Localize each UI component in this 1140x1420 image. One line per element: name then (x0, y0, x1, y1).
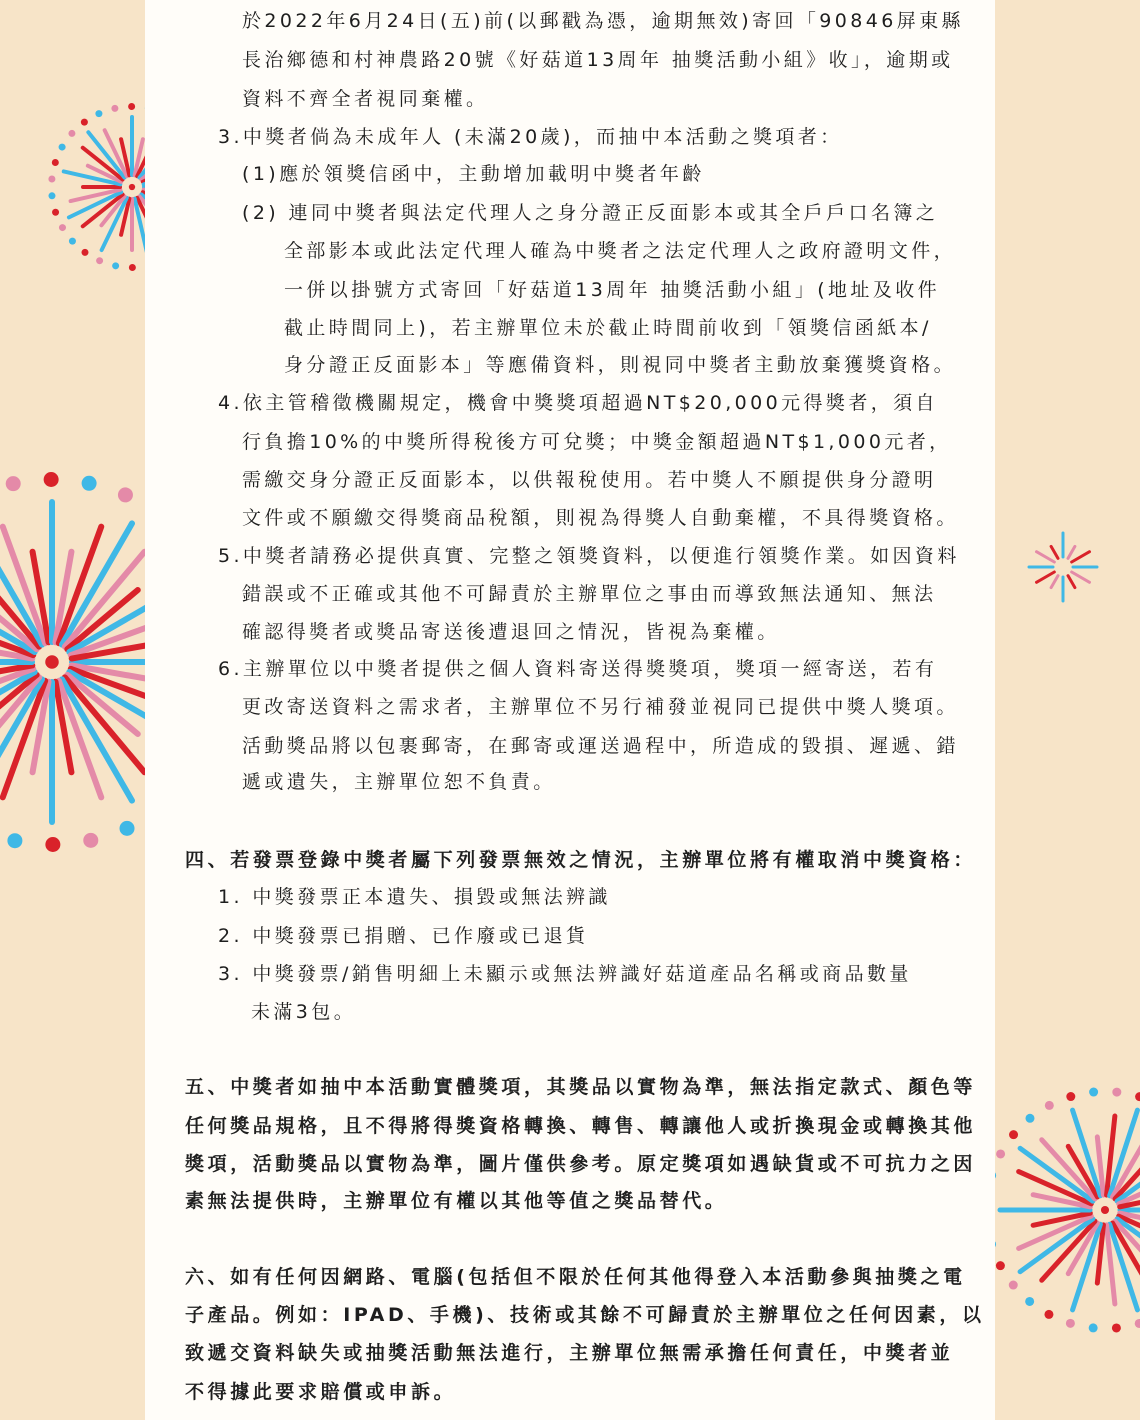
firework-dot (83, 833, 98, 848)
firework-dot (48, 192, 55, 199)
item-4-line: 需繳交身分證正反面影本，以供報稅使用。若中獎人不願提供身分證明 (242, 469, 937, 491)
firework-bottom-right-decoration (995, 1060, 1140, 1380)
firework-ray (1036, 552, 1054, 562)
firework-dot (996, 1149, 1005, 1158)
item-3-subitem-1: (1)應於領獎信函中，主動增加載明中獎者年齡 (242, 163, 705, 185)
firework-dot (44, 472, 59, 487)
section-4-item: 2. 中獎發票已捐贈、已作廢或已退貨 (218, 925, 589, 947)
firework-ray (1051, 576, 1058, 588)
section-4-item: 1. 中獎發票正本遺失、損毀或無法辨識 (218, 886, 611, 908)
item-5-lead: 5.中獎者請務必提供真實、完整之領獎資料，以便進行領獎作業。如因資料 (218, 545, 960, 567)
section-6-paragraph-line: 六、如有任何因網路、電腦(包括但不限於任何其他得登入本活動參與抽獎之電 (185, 1266, 966, 1288)
firework-dot (6, 476, 21, 491)
item-6-line: 遞或遺失，主辦單位恕不負責。 (242, 771, 556, 793)
firework-dot (68, 130, 75, 137)
firework-dot (81, 249, 88, 256)
firework-top-left-decoration (0, 0, 145, 300)
item-3-lead: 3.中獎者倘為未成年人 (未滿20歲)，而抽中本活動之獎項者： (218, 126, 843, 148)
firework-ray (1072, 572, 1090, 582)
firework-dot (1089, 1323, 1098, 1332)
item-6-line: 更改寄送資料之需求者，主辦單位不另行補發並視同已提供中獎人獎項。 (242, 696, 959, 718)
firework-dot (120, 821, 135, 836)
firework-dot (1066, 1092, 1075, 1101)
firework-dot (1045, 1101, 1054, 1110)
firework-dot (1044, 1310, 1053, 1319)
item-4-line: 文件或不願繳交得獎商品稅額，則視為得獎人自動棄權，不具得獎資格。 (242, 507, 959, 529)
firework-dot (1025, 1114, 1034, 1123)
item-4-line: 行負擔10%的中獎所得稅後方可兌獎；中獎金額超過NT$1,000元者， (242, 431, 952, 453)
section-6-paragraph-line: 致遞交資料缺失或抽獎活動無法進行，主辦單位無需承擔任何責任，中獎者並 (185, 1342, 954, 1364)
section3-continuation-line: 資料不齊全者視同棄權。 (242, 88, 489, 110)
item-5-line: 確認得獎者或獎品寄送後遭退回之情況，皆視為棄權。 (242, 621, 780, 643)
firework-ray (1072, 552, 1090, 562)
firework-dot (48, 175, 55, 182)
firework-ray (1073, 1110, 1101, 1196)
firework-ray (1073, 1224, 1101, 1310)
firework-dot (1025, 1297, 1034, 1306)
firework-dot (81, 119, 88, 126)
firework-dot (95, 110, 102, 117)
item-3-subitem-2-line: 一併以掛號方式寄回「好菇道13周年 抽獎活動小組」(地址及收件 (284, 279, 941, 301)
firework-core (129, 184, 135, 190)
section-5-paragraph-line: 五、中獎者如抽中本活動實體獎項，其獎品以實物為準，無法指定款式、顏色等 (185, 1076, 977, 1098)
firework-dot (112, 262, 119, 269)
section-4-heading: 四、若發票登錄中獎者屬下列發票無效之情況，主辦單位將有權取消中獎資格： (185, 849, 977, 871)
section-4-item-3-continuation: 未滿3包。 (251, 1001, 357, 1023)
firework-dot (96, 257, 103, 264)
firework-small-right-decoration (995, 500, 1140, 640)
firework-dot (59, 224, 66, 231)
firework-dot (1089, 1088, 1098, 1097)
section-6-paragraph-line: 子產品。例如：IPAD、手機)、技術或其餘不可歸責於主辦單位之任何因素，以 (185, 1304, 985, 1326)
firework-dot (1135, 1319, 1140, 1328)
section-5-paragraph-line: 任何獎品規格，且不得將得獎資格轉換、轉售、轉讓他人或折換現金或轉換其他 (185, 1115, 977, 1137)
item-3-subitem-2: (2) 連同中獎者與法定代理人之身分證正反面影本或其全戶戶口名簿之 (242, 202, 939, 224)
firework-ray (1036, 572, 1054, 582)
item-4-lead: 4.依主管稽徵機關規定，機會中獎獎項超過NT$20,000元得獎者，須自 (218, 392, 938, 414)
firework-core (1101, 1206, 1109, 1214)
firework-ray (1051, 546, 1058, 558)
firework-dot (1112, 1323, 1121, 1332)
item-6-line: 活動獎品將以包裹郵寄，在郵寄或運送過程中，所造成的毀損、遲遞、錯 (242, 735, 959, 757)
firework-dot (1112, 1088, 1121, 1097)
firework-dot (996, 1261, 1005, 1270)
firework-ray (1068, 546, 1075, 558)
item-6-lead: 6.主辦單位以中獎者提供之個人資料寄送得獎獎項，獎項一經寄送，若有 (218, 658, 938, 680)
section-5-paragraph-line: 獎項，活動獎品以實物為準，圖片僅供參考。原定獎項如遇缺貨或不可抗力之因 (185, 1153, 977, 1175)
firework-dot (52, 209, 59, 216)
firework-dot (1066, 1319, 1075, 1328)
firework-ray (1068, 576, 1075, 588)
item-3-subitem-2-line: 全部影本或此法定代理人確為中獎者之法定代理人之政府證明文件， (284, 240, 957, 262)
firework-dot (118, 487, 133, 502)
firework-core (45, 655, 59, 669)
firework-dot (1009, 1130, 1018, 1139)
firework-dot (129, 264, 136, 271)
firework-dot (128, 103, 135, 110)
item-5-line: 錯誤或不正確或其他不可歸責於主辦單位之事由而導致無法通知、無法 (242, 583, 937, 605)
section-4-item: 3. 中獎發票/銷售明細上未顯示或無法辨識好菇道產品名稱或商品數量 (218, 963, 912, 985)
firework-dot (52, 159, 59, 166)
section-6-paragraph-line: 不得據此要求賠償或申訴。 (185, 1381, 457, 1403)
firework-dot (1135, 1092, 1140, 1101)
firework-dot (45, 837, 60, 852)
item-3-subitem-2-line: 身分證正反面影本」等應備資料，則視同中獎者主動放棄獲獎資格。 (284, 354, 957, 376)
firework-dot (69, 238, 76, 245)
section3-continuation-line: 長治鄉德和村神農路20號《好菇道13周年 抽獎活動小組》收」，逾期或 (242, 49, 954, 71)
firework-large-left-decoration (0, 440, 145, 890)
firework-dot (7, 833, 22, 848)
section3-continuation-line: 於2022年6月24日(五)前(以郵戳為憑，逾期無效)寄回「90846屏東縣 (242, 10, 964, 32)
firework-dot (1009, 1281, 1018, 1290)
firework-dot (82, 476, 97, 491)
firework-dot (59, 144, 66, 151)
firework-dot (111, 105, 118, 112)
section-5-paragraph-line: 素無法提供時，主辦單位有權以其他等值之獎品替代。 (185, 1190, 728, 1212)
item-3-subitem-2-line: 截止時間同上)，若主辦單位未於截止時間前收到「領獎信函紙本/ (284, 317, 932, 339)
